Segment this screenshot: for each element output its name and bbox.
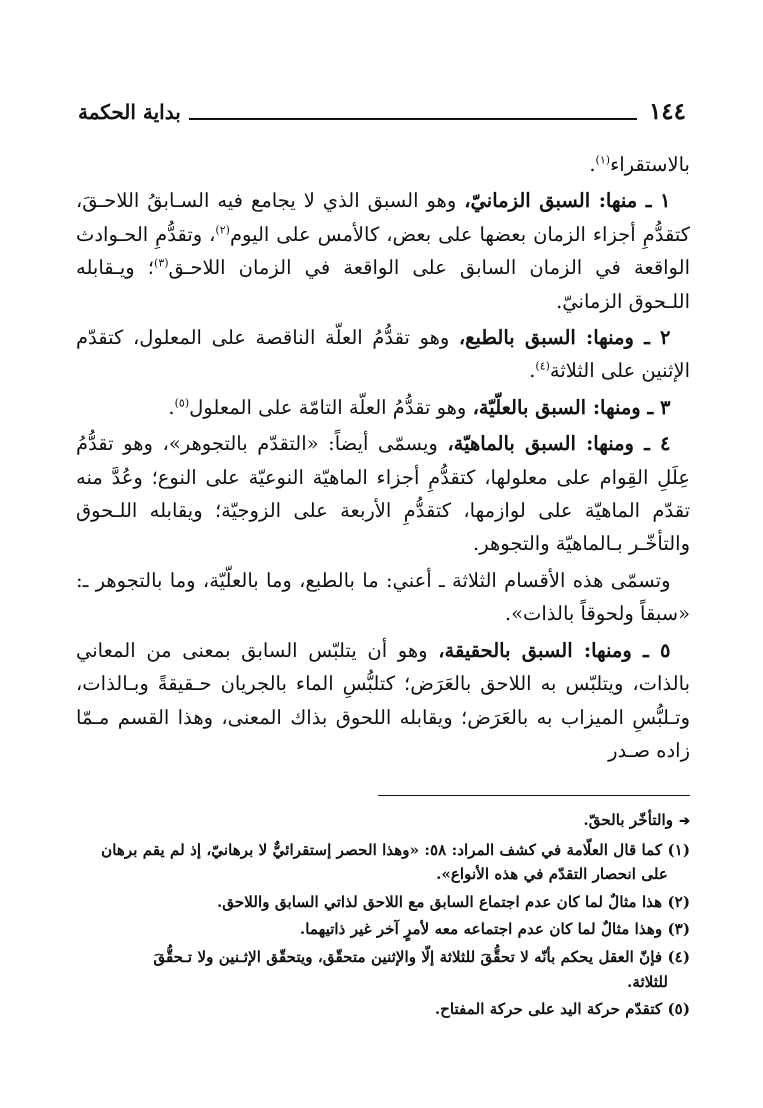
footnote-ref-2: (٢) — [215, 223, 230, 237]
footnote-ref-4: (٤) — [535, 359, 550, 373]
footnote-separator — [378, 795, 690, 796]
page-number: ١٤٤ — [648, 98, 686, 125]
continuation-arrow-icon: ➔ — [679, 814, 690, 829]
footnote-continuation: ➔والتأخّر بالحقّ. — [583, 811, 690, 829]
footnote-2: (٢) هذا مثالٌ لما كان عدم اجتماع السابق مع اللاحق لذاتي السابق واللاحق. — [216, 892, 690, 911]
footnote-3: (٣) وهذا مثالٌ لما كان عدم اجتماعه معه لأمرٍ آخر غير ذاتيهما. — [299, 920, 690, 939]
footnote-ref-3: (٣) — [154, 256, 169, 270]
section-lead: ٢ ـ ومنها: السبق بالطبع، — [458, 326, 671, 350]
footnote-ref-5: (٥) — [174, 396, 190, 410]
section-lead: ٤ ـ ومنها: السبق بالماهيّة، — [447, 432, 671, 456]
footnote-ref-1: (١) — [595, 153, 611, 167]
paragraph-continuation: بالاستقراء$^{(١)}$. — [589, 153, 690, 176]
paragraph-naming: وتسمّى هذه الأقسام الثلاثة ـ أعني: ما بالطبع، وما بالعلّيّة، وما بالتجوهر ـ: «سبقاً ولحوقاً بالذات». — [76, 568, 690, 626]
footnote-1: (١) كما قال العلّامة في كشف المراد: ٥٨: «وهذا الحصر إستقرائيٌّ لا برهانيّ، إذ لم يقم برهان على انحصار التقدّم في هذه الأنواع». — [101, 840, 690, 884]
page-header — [78, 92, 686, 126]
paragraph-causal-priority: ٣ ـ ومنها: السبق بالعلّيّة، وهو تقدُّمُ العلّة التامّة على المعلول$^{(٥)}$. — [168, 395, 671, 419]
paragraph-essential-priority: ٤ ـ ومنها: السبق بالماهيّة، ويسمّى أيضاً: «التقدّم بالتجوهر»، وهو تقدُّمُ عِلَلِ القِوام على معلولها، كتقدُّمِ أجزاء الماهيّة النوعيّة على النوع؛ وعُدَّ منه تقدّم الماهيّة على لوازمها، كتقدُّمِ الأربعة على الزوجيّة؛ ويقابله اللـحوق والتأخّـر بـالماهيّة والتجوهر. — [76, 432, 690, 556]
running-title: بداية الحكمة — [78, 100, 181, 124]
header-rule — [189, 118, 637, 120]
section-lead: ١ ـ منها: السبق الزمانيّ، — [464, 189, 671, 213]
paragraph-temporal-priority: ١ ـ منها: السبق الزمانيّ، وهو السبق الذي لا يجامع فيه السـابقُ اللاحـقَ، كتقدُّمِ أجزاء الزمان بعضها على بعض، كالأمس على اليوم$^{(٢)}$، وتقدُّمِ الحـوادث الواقعة في الزمان السابق على الواقعة في الزمان اللاحـق$^{(٣)}$؛ ويـقابله اللـحوق الزمانيّ. — [76, 189, 690, 313]
footnote-5: (٥) كتقدّم حركة اليد على حركة المفتاح. — [434, 1000, 690, 1019]
footnote-4: (٤) فإنّ العقل يحكم بأنّه لا تحقُّقَ للثلاثة إلّا والإثنين متحقّق، ويتحقّق الإثـنين ولا تـحقُّقَ للثلاثة. — [153, 947, 690, 991]
footnotes — [76, 808, 690, 1025]
section-lead: ٥ ـ ومنها: السبق بالحقيقة، — [438, 638, 671, 662]
main-text — [76, 148, 690, 767]
section-lead: ٣ ـ ومنها: السبق بالعلّيّة، — [472, 395, 671, 419]
paragraph-real-priority: ٥ ـ ومنها: السبق بالحقيقة، وهو أن يتلبّس السابق بمعنى من المعاني بالذات، ويتلبّس به اللاحق بالعَرَض؛ كتلبُّسِ الماء بالجريان حـقيقةً وبـالذات، وتـلبُّسِ الميزاب به بالعَرَض؛ ويقابله اللحوق بذاك المعنى، وهذا القسم مـمّا زاده صـدر — [76, 638, 690, 762]
paragraph-natural-priority: ٢ ـ ومنها: السبق بالطبع، وهو تقدُّمُ العلّة الناقصة على المعلول، كتقدّم الإثنين على الثلاثة$^{(٤)}$. — [76, 326, 690, 383]
